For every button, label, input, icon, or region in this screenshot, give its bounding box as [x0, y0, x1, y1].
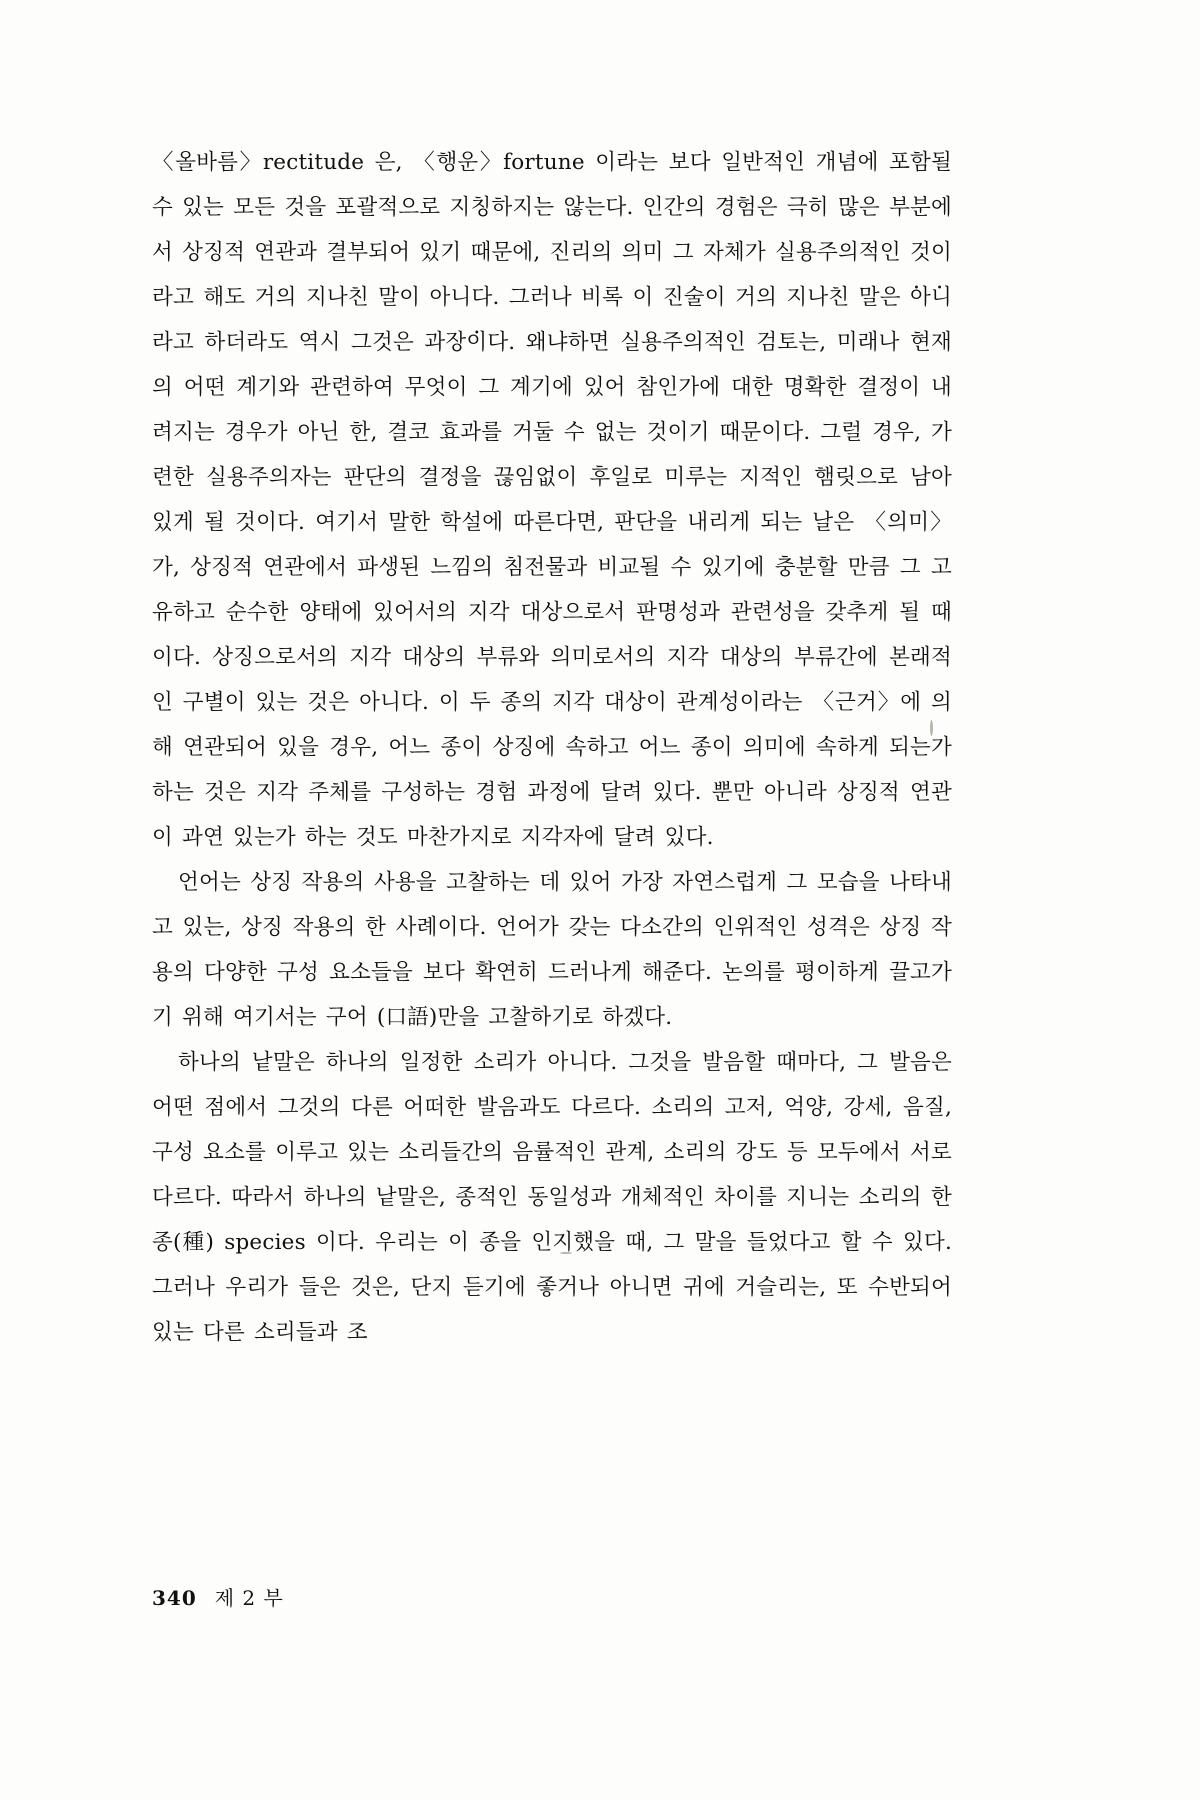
paragraph-1-emphasis-2: 이: [466, 330, 488, 355]
paragraph-2: [152, 860, 952, 1040]
page-footer: [152, 1582, 284, 1611]
paragraph-1-segment-1: 〈올바름〉rectitude 은, 〈행운〉fortune 이라는 보다 일반적인 개념에 포함될 수 있는 모든 것을 포괄적으로 지칭하지는 않는다. 인간의 경험은 극히 많은 부분에서 상징적 연관과 결부되어 있기 때문에, 진리의 의미 그 자체가 실용주의적인 것이라고 해도 거의 지나친 말이 아니다. 그러나 비록 이 진술이 거의 지나친 말은: [152, 150, 952, 310]
paragraph-1-emphasis-1: • • 아니: [910, 285, 952, 310]
footer-section-label: 제 2 부: [214, 1586, 284, 1610]
paragraph-1-segment-2: 라고 하더라도 역시 그것은 과장: [152, 330, 467, 355]
paragraph-1-segment-3: 다. 왜냐하면 실용주의적인 검토는, 미래나 현재의 어떤 계기와 관련하여 무엇이 그 계기에 있어 참인가에 대한 명확한 결정이 내려지는 경우가 아닌 한, 결코 효과를 거둘 수 없는 것이기 때문이다. 그럴 경우, 가련한 실용주의자는 판단의 결정을 끊임없이 후일로 미루는 지적인 햄릿으로 남아 있게 될 것이다. 여기서 말한 학설에 따른다면, 판단을 내리게 되는 날은 〈의미〉가, 상징적 연관에서 파생된 느낌의 침전물과 비교될 수 있기에 충분할 만큼 그 고유하고 순수한 양태에 있어서의 지각 대상으로서 판명성과 관련성을 갖추게 될 때이다. 상징으로서의 지각 대상의 부류와 의미로서의 지각 대상의 부류간에 본래적인 구별이 있는 것은 아니다. 이 두 종의 지각 대상이 관계성이라는 〈근거〉에 의해 연관되어 있을 경우, 어느 종이 상징에 속하고 어느 종이 의미에 속하게 되는가 하는 것은 지각 주체를 구성하는 경험 과정에 달려 있다. 뿐만 아니라 상징적 연관이 과연 있는가 하는 것도 마찬가지로 지각자에 달려 있다.: [152, 330, 952, 850]
paragraph-2-segment-1: 언어는 상징 작용의 사용을 고찰하는 데 있어 가장 자연스럽게 그 모습을 나타내고 있는, 상징 작용의 한 사례이다. 언어가 갖는 다소간의 인위적인 성격은 상징 작용의 다양한 구성 요소들을 보다 확연히 드러나게 해준다. 논의를 평이하게 끌고가기 위해 여기서는 구어 (口語)만을 고찰하기로 하겠다.: [152, 870, 952, 1030]
paragraph-1: [152, 140, 952, 860]
body-text-column: [152, 140, 952, 1355]
page-number: 340: [152, 1586, 197, 1610]
paragraph-3-segment-1: 하나의 낱말은 하나의 일정한 소리가 아니다. 그것을 발음할 때마다, 그 발음은 어떤 점에서 그것의 다른 어떠한 발음과도 다르다. 소리의 고저, 억양, 강세, 음질, 구성 요소를 이루고 있는 소리들간의 음률적인 관계, 소리의 강도 등 모두에서 서로 다르다. 따라서 하나의 낱말은, 종적인 동일성과 개체적인 차이를 지니는 소리의 한 종(種) species 이다. 우리는 이 종을 인지했을 때, 그 말을 들었다고 할 수 있다. 그러나 우리가 들은 것은, 단지 듣기에 좋거나 아니면 귀에 거슬리는, 또 수반되어 있는 다른 소리들과 조: [152, 1050, 952, 1345]
paragraph-3: [152, 1040, 952, 1355]
